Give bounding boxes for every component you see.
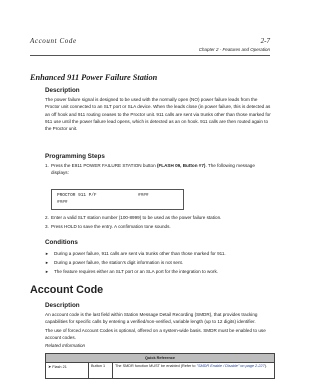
table-cell-flash — [46, 362, 89, 378]
step-text: Press the E911 POWER FAILURE STATION button — [51, 163, 157, 168]
condition-item — [45, 259, 273, 266]
step-text: Press HOLD to save the entry. A confirmation tone sounds. — [51, 224, 171, 229]
table-cell-note — [113, 362, 274, 378]
related-information-label: Related Information — [45, 343, 86, 348]
section-title-account-code: Account Code — [30, 284, 104, 296]
conditions-heading: Conditions — [45, 239, 78, 246]
description-paragraph: An account code is the last field within Station Message Detail Recording (SMDR), that provides tracking capabilities for specific calls by entering a verified/non-verified, variable length (up to 12 digits) identifier. — [45, 312, 258, 325]
bullet-arrow-icon: ► — [45, 269, 49, 274]
condition-text: The feature requires either an SLT port or an SLA port for the integration to work. — [54, 269, 219, 274]
flash-code: Flash 21 — [52, 365, 67, 369]
step-text-end: . The following message displays: — [51, 163, 255, 176]
lcd-line1-value: #### — [138, 193, 149, 198]
note-text: The SMDR function MUST be enabled (Refer to — [115, 364, 197, 368]
note-text-end: ). — [264, 364, 268, 368]
condition-item — [45, 250, 273, 257]
description-text: The power failure signal is designed to be used with the normally open (NO) power failure leads from the Proctor unit connected to an SLT port or SLA device. When the leads close (in power failure, this is detected as an off hook and 911 routing ceases to the Proctor unit. 911 calls are sent via trunks other than those marked for 911 use until the power failure lead opens, which is detected as an on hook. 911 calls are then routed again to the Proctor unit. — [45, 97, 271, 132]
step-number: 2. — [45, 215, 49, 220]
step-item — [45, 223, 273, 230]
step-button-ref: (FLASH 09, Button #7) — [156, 163, 206, 168]
step-number: 3. — [45, 224, 49, 229]
condition-item — [45, 268, 273, 275]
description-heading: Description — [45, 302, 80, 309]
header-rule — [30, 55, 270, 56]
step-number: 1. — [45, 163, 49, 168]
step-item — [45, 162, 273, 177]
section-title-e911: Enhanced 911 Power Failure Station — [30, 73, 158, 82]
table-header: Quick Reference — [46, 354, 274, 363]
condition-text: During a power failure, 911 calls are sent via trunks other than those marked for 911. — [54, 251, 226, 256]
lcd-line1: PROCTOR 911 P/F — [57, 193, 97, 198]
step-text: Enter a valid SLT station number (100-8999) to be used as the power failure station. — [51, 215, 222, 220]
condition-text: During a power failure, the station's digit information is not sent. — [54, 260, 184, 265]
chapter-subtitle: Chapter 2 - Features and Operation — [198, 47, 270, 52]
page-number: 2-7 — [260, 37, 270, 45]
bullet-arrow-icon: ► — [45, 260, 49, 265]
description-paragraph: The use of forced Account Codes is optional, offered on a system-wide basis. SMDR must be enabled to use account codes. — [45, 328, 266, 341]
lcd-line2: #### — [57, 200, 68, 205]
lcd-display — [51, 189, 184, 210]
smdr-enable-link[interactable]: "SMDR Enable / Disable" on page 2-227 — [196, 364, 265, 368]
bullet-arrow-icon: ► — [45, 251, 49, 256]
button-code: Button 1 — [91, 364, 106, 368]
step-item — [45, 214, 273, 221]
table-cell-button — [89, 362, 113, 378]
header-title: Account Code — [30, 37, 77, 45]
programming-steps-heading: Programming Steps — [45, 153, 105, 160]
quick-reference-table — [45, 353, 275, 379]
description-heading: Description — [45, 87, 80, 94]
arrow-icon: ➤ — [48, 365, 52, 369]
